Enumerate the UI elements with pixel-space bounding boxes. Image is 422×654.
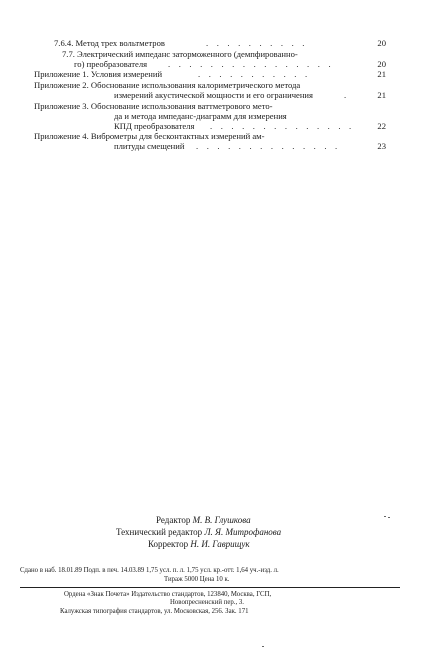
editor-role: Редактор bbox=[156, 515, 191, 525]
toc-entry: 7.7. Электрический импеданс заторможенного (демпфированно- bbox=[62, 49, 298, 59]
toc-page-number: 20 bbox=[377, 38, 386, 48]
toc-entry: го) преобразователя bbox=[74, 59, 148, 69]
dot-leader: . . . . . . . . . . . . . . bbox=[196, 141, 341, 151]
toc-page-number: 22 bbox=[377, 121, 386, 131]
divider bbox=[20, 587, 400, 588]
credits-proofreader bbox=[148, 538, 250, 550]
editor-name: М. В. Глушкова bbox=[192, 515, 251, 525]
toc-entry: да и метода импеданс-диаграмм для измерения bbox=[114, 111, 287, 121]
tech-editor-role: Технический редактор bbox=[116, 527, 203, 537]
toc-page-number: 21 bbox=[377, 69, 386, 79]
dot-leader: . . . . . . . . . . . bbox=[198, 69, 311, 79]
imprint-line: Новопресненский пер., 3. bbox=[170, 599, 244, 606]
scan-speck bbox=[384, 516, 386, 517]
tech-editor-name: Л. Я. Митрофанова bbox=[204, 527, 282, 537]
toc-entry: измерений акустической мощности и его ограничения bbox=[114, 90, 313, 100]
toc-entry: Приложение 1. Условия измерений bbox=[34, 69, 163, 79]
toc-entry: Приложение 4. Виброметры для бесконтактных измерений ам- bbox=[34, 131, 265, 141]
proofreader-role: Корректор bbox=[148, 539, 189, 549]
scan-speck bbox=[262, 646, 264, 647]
proofreader-name: Н. И. Гаврищук bbox=[190, 539, 250, 549]
imprint-line: Ордена «Знак Почета» Издательство стандартов, 123840, Москва, ГСП, bbox=[64, 591, 272, 598]
imprint-line: Калужская типография стандартов, ул. Московская, 256. Зак. 171 bbox=[60, 608, 249, 615]
dot-leader: . . . . . . . . . . . . . . bbox=[210, 121, 355, 131]
imprint-line: Сдано в наб. 18.01.89 Подп. в печ. 14.03.89 1,75 усл. п. л. 1,75 усл. кр.-отт. 1,64 уч.-изд. л. bbox=[20, 567, 279, 574]
toc-entry: КПД преобразователя bbox=[114, 121, 195, 131]
toc-page-number: 20 bbox=[377, 59, 386, 69]
scan-speck bbox=[388, 517, 390, 518]
toc-entry: Приложение 2. Обоснование использования калориметрического метода bbox=[34, 80, 301, 90]
toc-entry: 7.6.4. Метод трех вольтметров bbox=[54, 38, 165, 48]
imprint-line: Тираж 5000 Цена 10 к. bbox=[164, 576, 230, 583]
toc-entry: плитуды смещений bbox=[114, 141, 185, 151]
toc-entry: Приложение 3. Обоснование использования ваттметрового мето- bbox=[34, 101, 273, 111]
credits-tech-editor bbox=[116, 526, 281, 538]
dot-leader: . . . . . . . . . . . . . . . . bbox=[168, 59, 334, 69]
dot-leader: . . . . . . . . . . bbox=[206, 38, 308, 48]
toc-page-number: 23 bbox=[377, 141, 386, 151]
credits-editor bbox=[156, 514, 251, 526]
toc-page-number: 21 bbox=[377, 90, 386, 100]
dot-leader: . bbox=[344, 90, 350, 100]
